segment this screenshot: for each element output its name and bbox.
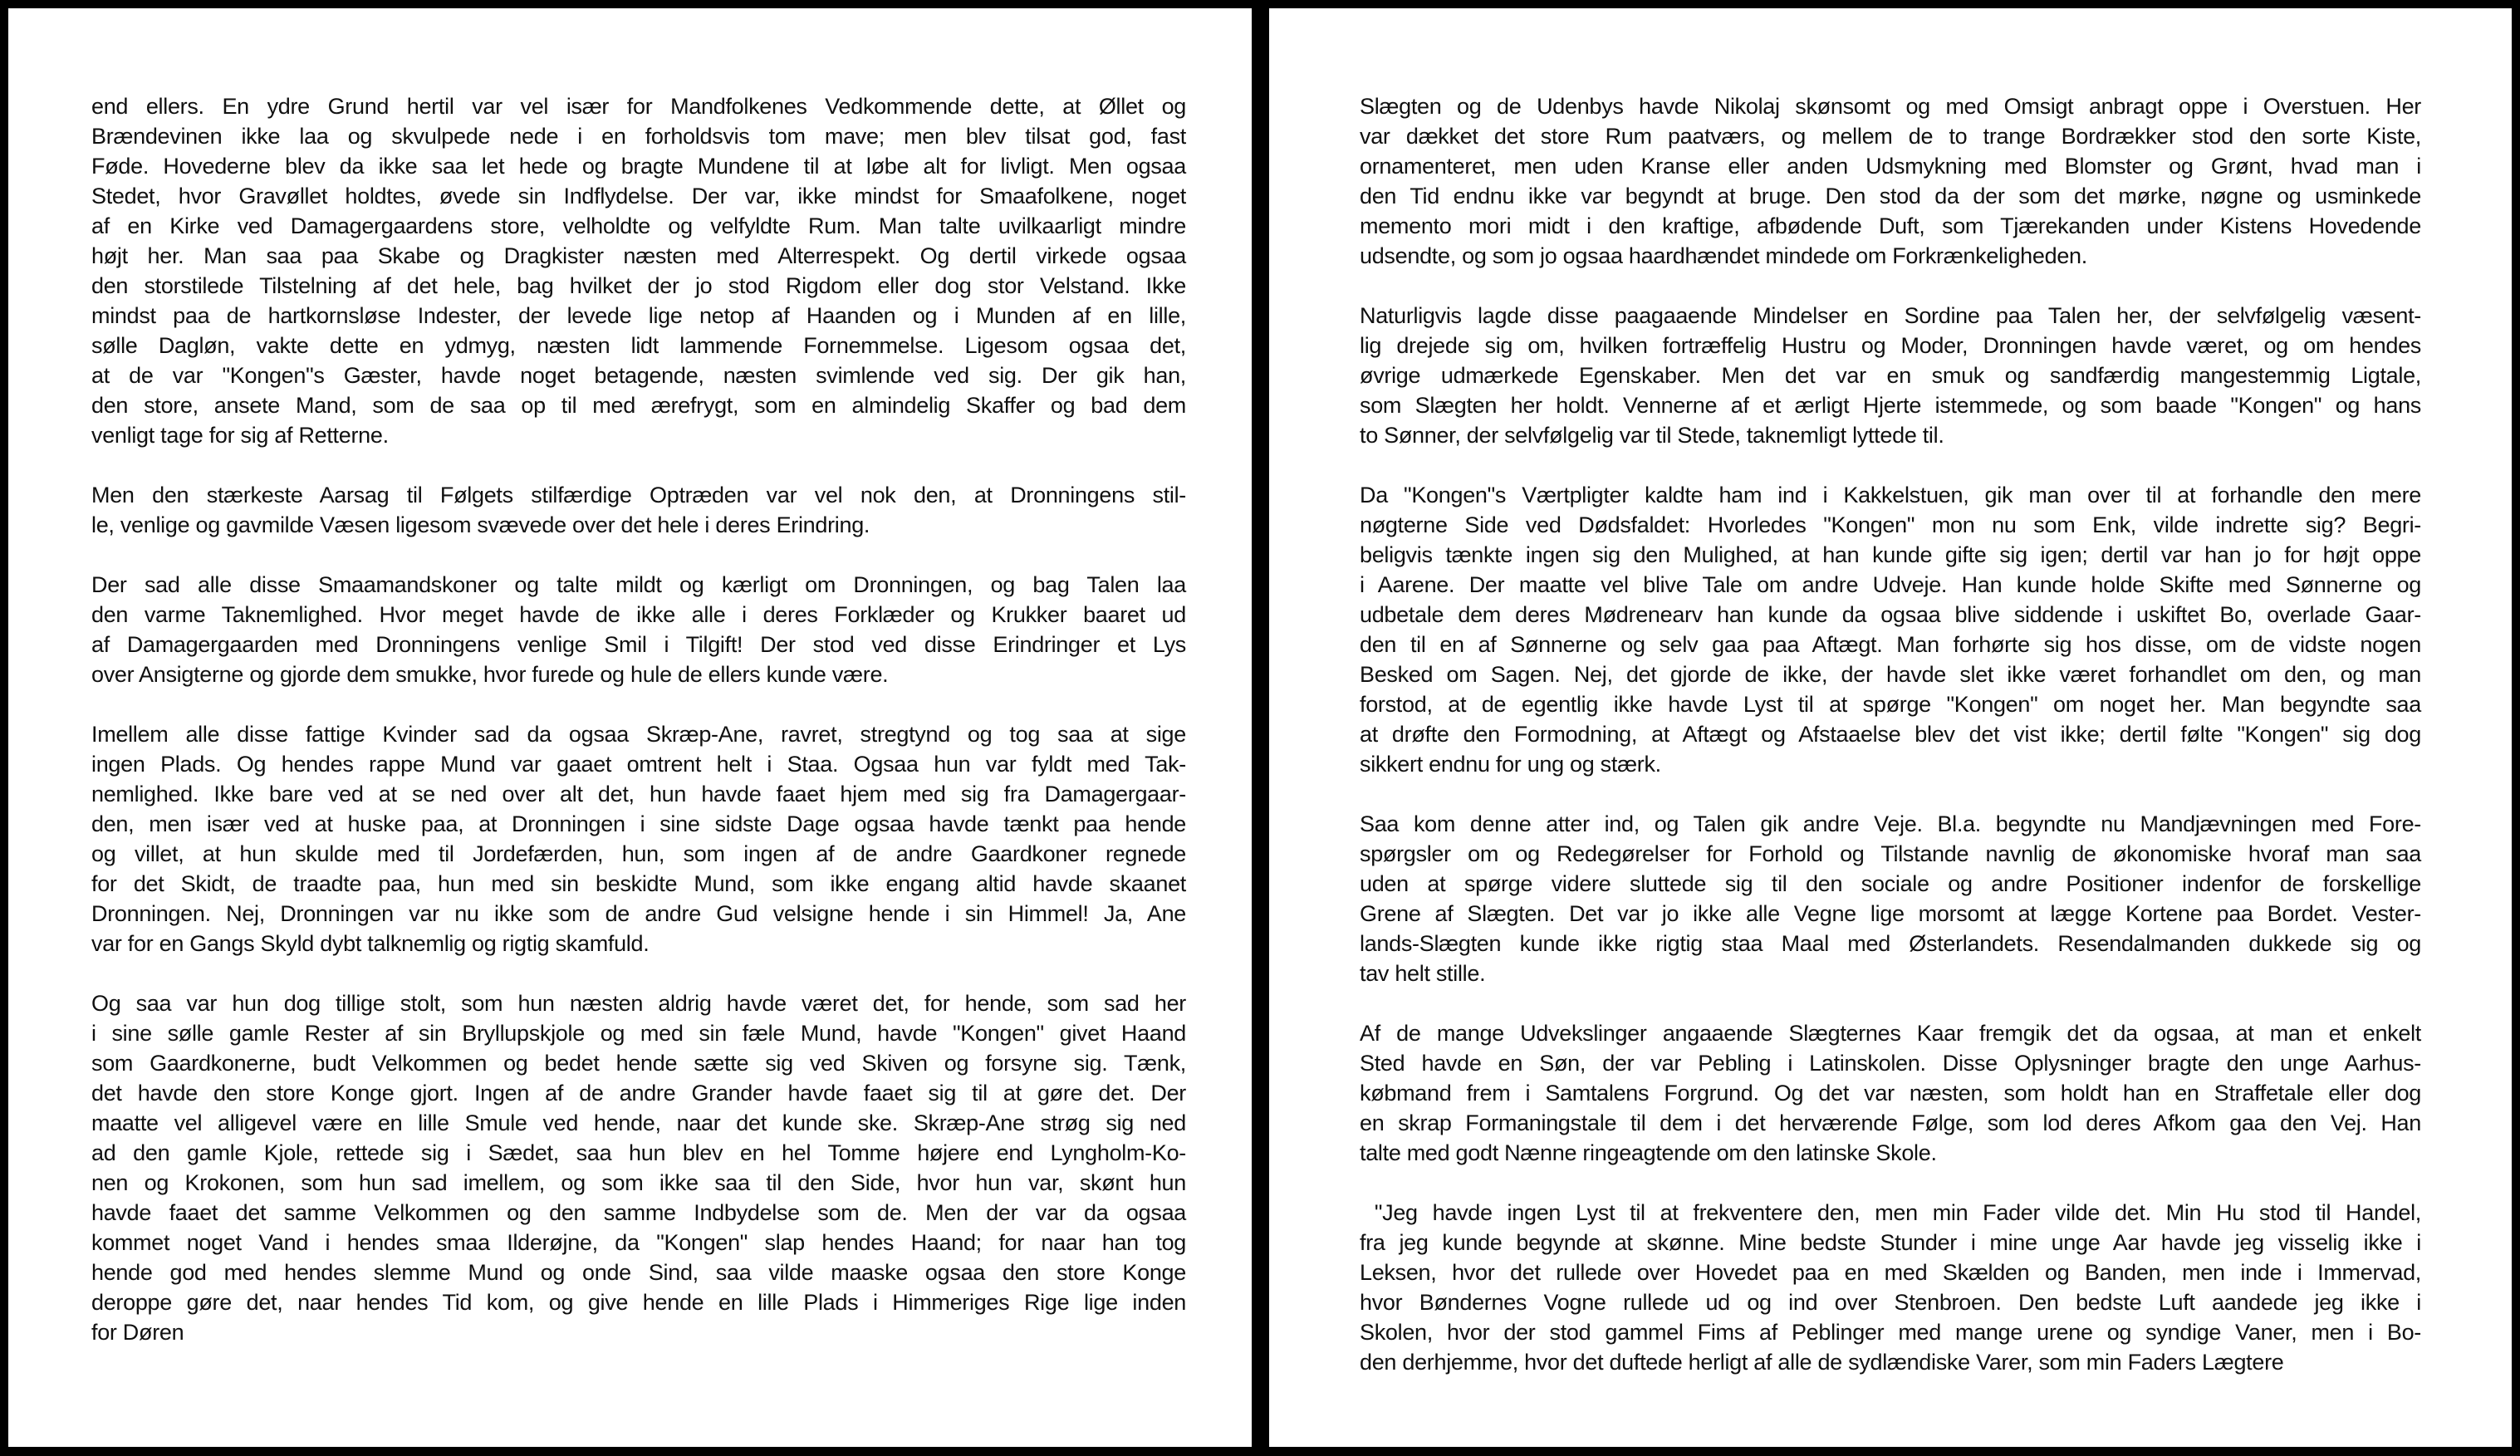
text-line: var dækket det store Rum paatværs, og mellem de to trange Bordrækker stod den sorte Kiste,	[1360, 124, 2421, 149]
text-line: Der sad alle disse Smaamandskoner og talte mildt og kærligt om Dronningen, og bag Talen laa	[91, 572, 1186, 597]
text-line: udsendte, og som jo ogsaa haardhændet mindede om Forkrænkeligheden.	[1360, 243, 2087, 268]
text-line: to Sønner, der selvfølgelig var til Stede, taknemligt lyttede til.	[1360, 423, 1944, 448]
text-line: ornamenteret, men uden Kranse eller anden Udsmykning med Blomster og Grønt, hvad man i	[1360, 154, 2421, 179]
text-line: en skrap Formaningstale til dem i det herværende Følge, som lod deres Afkom gaa den Vej. Han	[1360, 1110, 2421, 1135]
text-line: den store, ansete Mand, som de saa op til med ærefrygt, som en almindelig Skaffer og bad dem	[91, 393, 1186, 418]
text-line: som Gaardkonerne, budt Velkommen og bedet hende sætte sig ved Skiven og forsyne sig. Tænk,	[91, 1051, 1186, 1076]
text-line: som Slægten her holdt. Vennerne af et ærligt Hjerte istemmede, og som baade "Kongen" og hans	[1360, 393, 2421, 418]
text-line: at drøfte den Formodning, at Aftægt og Afstaaelse blev det vist ikke; dertil følte "Kongen" sig dog	[1360, 722, 2421, 747]
paragraph	[91, 719, 1186, 958]
text-line: Besked om Sagen. Nej, det gjorde de ikke, der havde slet ikke været forhandlet om den, og man	[1360, 662, 2421, 687]
text-line: maatte vel alligevel være en lille Smule ved hende, naar det kunde ske. Skræp-Ane strøg sig ned	[91, 1110, 1186, 1135]
text-line: venligt tage for sig af Retterne.	[91, 423, 389, 448]
text-line: Dronningen. Nej, Dronningen var nu ikke som de andre Gud velsigne hende i sin Himmel! Ja, Ane	[91, 901, 1186, 926]
text-line: nøgterne Side ved Dødsfaldet: Hvorledes "Kongen" mon nu som Enk, vilde indrette sig? Begri-	[1360, 512, 2421, 537]
text-line: mindst paa de hartkornsløse Indester, der levede lige netop af Haanden og i Munden af en lille,	[91, 303, 1186, 328]
text-line: i Aarene. Der maatte vel blive Tale om andre Udveje. Han kunde holde Skifte med Sønnerne og	[1360, 572, 2421, 597]
paragraph	[1360, 301, 2421, 450]
text-line: nen og Krokonen, som hun sad imellem, og som ikke saa til den Side, hvor hun var, skønt hun	[91, 1170, 1186, 1195]
text-line: lands-Slægten kunde ikke rigtig staa Maal med Østerlandets. Resendalmanden dukkede sig og	[1360, 931, 2421, 956]
text-line: den, men især ved at huske paa, at Dronningen i sine sidste Dage ogsaa havde tænkt paa hende	[91, 811, 1186, 836]
text-line: i sine sølle gamle Rester af sin Bryllupskjole og med sin fæle Mund, havde "Kongen" givet Haand	[91, 1021, 1186, 1046]
text-line: Saa kom denne atter ind, og Talen gik andre Veje. Bl.a. begyndte nu Mandjævningen med Fore-	[1360, 811, 2421, 836]
text-line: le, venlige og gavmilde Væsen ligesom svævede over det hele i deres Erindring.	[91, 512, 870, 537]
paragraph	[91, 988, 1186, 1347]
paragraph	[1360, 809, 2421, 988]
text-line: udbetale dem deres Mødrenearv han kunde da ogsaa blive siddende i uskiftet Bo, overlade Gaar-	[1360, 602, 2421, 627]
text-line: købmand frem i Samtalens Forgrund. Og det var næsten, som holdt han en Straffetale eller dog	[1360, 1081, 2421, 1105]
text-line: det havde den store Konge gjort. Ingen af de andre Grander havde faaet sig til at gøre det. Der	[91, 1081, 1186, 1105]
text-line: Leksen, hvor det rullede over Hovedet paa en med Skælden og Banden, men inde i Immervad,	[1360, 1260, 2421, 1285]
text-line: fra jeg kunde begynde at skønne. Mine bedste Stunder i mine unge Aar havde jeg visselig ikke i	[1360, 1230, 2421, 1255]
text-line: Af de mange Udvekslinger angaaende Slægternes Kaar fremgik det da ogsaa, at man et enkelt	[1360, 1021, 2421, 1046]
text-line: højt her. Man saa paa Skabe og Dragkister næsten med Alterrespekt. Og dertil virkede ogsaa	[91, 243, 1186, 268]
text-line: deroppe gøre det, naar hendes Tid kom, og give hende en lille Plads i Himmeriges Rige lige inden	[91, 1290, 1186, 1315]
text-line: ingen Plads. Og hendes rappe Mund var gaaet omtrent helt i Staa. Ogsaa hun var fyldt med Tak-	[91, 752, 1186, 777]
page-right-text	[1360, 91, 2421, 1377]
text-line: af en Kirke ved Damagergaardens store, velholdte og velfyldte Rum. Man talte uvilkaarligt mindre	[91, 213, 1186, 238]
text-line: for Døren	[91, 1320, 184, 1345]
text-line: "Jeg havde ingen Lyst til at frekventere den, men min Fader vilde det. Min Hu stod til Handel,	[1360, 1200, 2421, 1225]
text-line: over Ansigterne og gjorde dem smukke, hvor furede og hule de ellers kunde være.	[91, 662, 889, 687]
text-line: Slægten og de Udenbys havde Nikolaj skønsomt og med Omsigt anbragt oppe i Overstuen. Her	[1360, 94, 2421, 119]
text-line: Skolen, hvor der stod gammel Fims af Peblinger med mange urene og syndige Vaner, men i Bo-	[1360, 1320, 2421, 1345]
paragraph	[91, 570, 1186, 689]
paragraph	[1360, 91, 2421, 271]
text-line: sølle Dagløn, vakte dette en ydmyg, næsten lidt lammende Fornemmelse. Ligesom ogsaa det,	[91, 333, 1186, 358]
page-left	[8, 8, 1252, 1447]
text-line: Føde. Hovederne blev da ikke saa let hede og bragte Mundene til at løbe alt for livligt. Men ogsaa	[91, 154, 1186, 179]
text-line: Og saa var hun dog tillige stolt, som hun næsten aldrig havde været det, for hende, som sad her	[91, 991, 1186, 1016]
text-line: forstod, at de egentlig ikke havde Lyst til at spørge "Kongen" om noget her. Man begyndte saa	[1360, 692, 2421, 717]
text-line: Naturligvis lagde disse paagaaende Mindelser en Sordine paa Talen her, der selvfølgelig væsent-	[1360, 303, 2421, 328]
page-divider	[1252, 0, 1269, 1456]
text-line: Stedet, hvor Gravøllet holdtes, øvede sin Indflydelse. Der var, ikke mindst for Smaafolkene, noget	[91, 184, 1186, 208]
text-line: spørgsler om og Redegørelser for Forhold og Tilstande navnlig de økonomiske hvoraf man saa	[1360, 841, 2421, 866]
text-line: beligvis tænkte ingen sig den Mulighed, at han kunde gifte sig igen; dertil var han jo for højt oppe	[1360, 542, 2421, 567]
text-line: den til en af Sønnerne og selv gaa paa Aftægt. Man forhørte sig hos disse, om de vidste nogen	[1360, 632, 2421, 657]
text-line: kommet noget Vand i hendes smaa Ilderøjne, da "Kongen" slap hendes Haand; for naar han tog	[91, 1230, 1186, 1255]
paragraph	[91, 91, 1186, 450]
text-line: uden at spørge videre sluttede sig til den sociale og andre Positioner indenfor de forskellige	[1360, 871, 2421, 896]
text-line: lig drejede sig om, hvilken fortræffelig Hustru og Moder, Dronningen havde været, og om hendes	[1360, 333, 2421, 358]
text-line: Da "Kongen"s Værtpligter kaldte ham ind i Kakkelstuen, gik man over til at forhandle den mere	[1360, 483, 2421, 507]
text-line: og villet, at hun skulde med til Jordefærden, hun, som ingen af de andre Gaardkoner regnede	[91, 841, 1186, 866]
text-line: øvrige udmærkede Egenskaber. Men det var en smuk og sandfærdig mangestemmig Ligtale,	[1360, 363, 2421, 388]
text-line: at de var "Kongen"s Gæster, havde noget betagende, næsten svimlende ved sig. Der gik han,	[91, 363, 1186, 388]
text-line: hende god med hendes slemme Mund og onde Sind, saa vilde maaske ogsaa den store Konge	[91, 1260, 1186, 1285]
text-line: hvor Bøndernes Vogne rullede ud og ind over Stenbroen. Den bedste Luft aandede jeg ikke i	[1360, 1290, 2421, 1315]
text-line: havde faaet det samme Velkommen og den samme Indbydelse som de. Men der var da ogsaa	[91, 1200, 1186, 1225]
text-line: den storstilede Tilstelning af det hele, bag hvilket der jo stod Rigdom eller dog stor Velstand. Ikke	[91, 273, 1186, 298]
text-line: den Tid endnu ikke var begyndt at bruge. Den stod da der som det mørke, nøgne og usminkede	[1360, 184, 2421, 208]
text-line: var for en Gangs Skyld dybt talknemlig og rigtig skamfuld.	[91, 931, 650, 956]
paragraph	[1360, 1018, 2421, 1168]
text-line: af Damagergaarden med Dronningens venlige Smil i Tilgift! Der stod ved disse Erindringer et Lys	[91, 632, 1186, 657]
paragraph	[91, 480, 1186, 540]
text-line: den derhjemme, hvor det duftede herligt af alle de sydlændiske Varer, som min Faders Lægtere	[1360, 1350, 2284, 1375]
paragraph	[1360, 480, 2421, 779]
text-line: Men den stærkeste Aarsag til Følgets stilfærdige Optræden var vel nok den, at Dronningens stil-	[91, 483, 1186, 507]
text-line: tav helt stille.	[1360, 961, 1486, 986]
text-line: ad den gamle Kjole, rettede sig i Sædet, saa hun blev en hel Tomme højere end Lyngholm-Ko-	[91, 1140, 1186, 1165]
text-line: end ellers. En ydre Grund hertil var vel især for Mandfolkenes Vedkommende dette, at Øllet og	[91, 94, 1186, 119]
text-line: for det Skidt, de traadte paa, hun med sin beskidte Mund, som ikke engang altid havde skaanet	[91, 871, 1186, 896]
page-right	[1269, 8, 2512, 1447]
text-line: Grene af Slægten. Det var jo ikke alle Vegne lige morsomt at lægge Kortene paa Bordet. Vester-	[1360, 901, 2421, 926]
text-line: sikkert endnu for ung og stærk.	[1360, 752, 1661, 777]
page-left-text	[91, 91, 1186, 1347]
text-line: talte med godt Nænne ringeagtende om den latinske Skole.	[1360, 1140, 1937, 1165]
text-line: den varme Taknemlighed. Hvor meget havde de ikke alle i deres Forklæder og Krukker baaret ud	[91, 602, 1186, 627]
text-line: Sted havde en Søn, der var Pebling i Latinskolen. Disse Oplysninger bragte den unge Aarhus-	[1360, 1051, 2421, 1076]
paragraph	[1360, 1198, 2421, 1377]
text-line: nemlighed. Ikke bare ved at se ned over alt det, hun havde faaet hjem med sig fra Damagergaar-	[91, 782, 1186, 806]
text-line: Imellem alle disse fattige Kvinder sad da ogsaa Skræp-Ane, ravret, stregtynd og tog saa at sige	[91, 722, 1186, 747]
text-line: Brændevinen ikke laa og skvulpede nede i en forholdsvis tom mave; men blev tilsat god, fast	[91, 124, 1186, 149]
text-line: memento mori midt i den kraftige, afbødende Duft, som Tjærekanden under Kistens Hovedende	[1360, 213, 2421, 238]
